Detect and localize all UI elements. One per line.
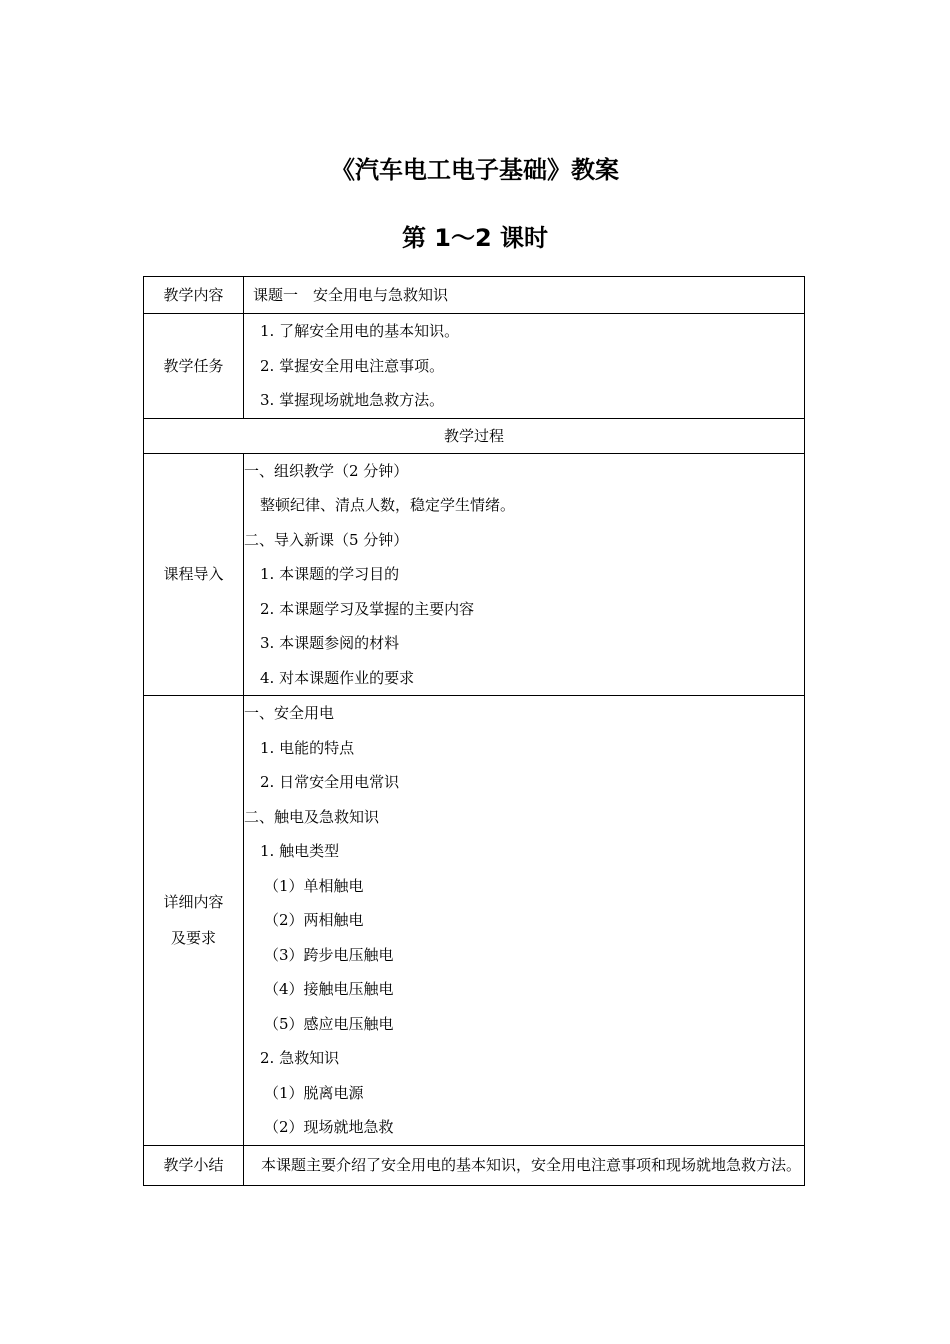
list-item: 3. 掌握现场就地急救方法。: [260, 391, 445, 409]
teaching-content-value: [244, 277, 805, 314]
list-item: （4）接触电压触电: [264, 980, 394, 998]
teaching-tasks-list: [244, 314, 805, 419]
row-label-line: 及要求: [170, 929, 216, 948]
row-teaching-process: [144, 418, 805, 453]
topic-text: 课题一 安全用电与急救知识: [253, 286, 449, 304]
list-item: 4. 对本课题作业的要求: [260, 668, 415, 687]
list-item: 1. 触电类型: [260, 842, 340, 860]
row-label: [144, 696, 244, 1146]
list-item: 二、触电及急救知识: [244, 807, 380, 826]
list-item: 2. 本课题学习及掌握的主要内容: [260, 599, 475, 618]
list-item: （1）单相触电: [264, 876, 364, 895]
detailed-content-list: [244, 696, 805, 1146]
list-item: （1）脱离电源: [264, 1083, 364, 1102]
list-item: 整顿纪律、清点人数，稳定学生情绪。: [260, 496, 516, 514]
list-item: （3）跨步电压触电: [264, 945, 394, 964]
lesson-plan-table: [143, 276, 805, 1186]
list-item: （5）感应电压触电: [264, 1014, 394, 1033]
row-label: 课程导入: [144, 453, 244, 696]
course-intro-content: [244, 453, 805, 696]
list-item: （2）现场就地急救: [264, 1118, 394, 1136]
summary-text: 本课题主要介绍了安全用电的基本知识，安全用电注意事项和现场就地急救方法。: [261, 1155, 802, 1174]
row-teaching-summary: [144, 1145, 805, 1185]
row-label: 教学任务: [144, 314, 244, 419]
list-item: 1. 了解安全用电的基本知识。: [260, 322, 460, 340]
list-item: 3. 本课题参阅的材料: [260, 634, 400, 652]
row-label: 教学内容: [144, 277, 244, 314]
list-item: 1. 电能的特点: [260, 738, 355, 757]
row-teaching-content: [144, 277, 805, 314]
teaching-summary-content: [244, 1145, 805, 1185]
list-item: （2）两相触电: [264, 911, 364, 929]
list-item: 2. 掌握安全用电注意事项。: [260, 356, 445, 375]
row-course-intro: [144, 453, 805, 696]
section-heading: 教学过程: [144, 418, 805, 453]
list-item: 2. 急救知识: [260, 1049, 340, 1067]
row-detailed-content: [144, 696, 805, 1146]
row-label: 教学小结: [144, 1145, 244, 1185]
lesson-period-heading: 第 1～2 课时: [401, 224, 549, 252]
list-item: 1. 本课题的学习目的: [260, 565, 400, 583]
document-title: 《汽车电工电子基础》教案: [331, 156, 619, 184]
list-item: 一、安全用电: [244, 704, 335, 722]
list-item: 二、导入新课（5 分钟）: [244, 530, 409, 549]
list-item: 2. 日常安全用电常识: [260, 773, 400, 791]
row-teaching-tasks: [144, 314, 805, 419]
row-label-line: 详细内容: [163, 893, 224, 912]
list-item: 一、组织教学（2 分钟）: [244, 461, 409, 480]
